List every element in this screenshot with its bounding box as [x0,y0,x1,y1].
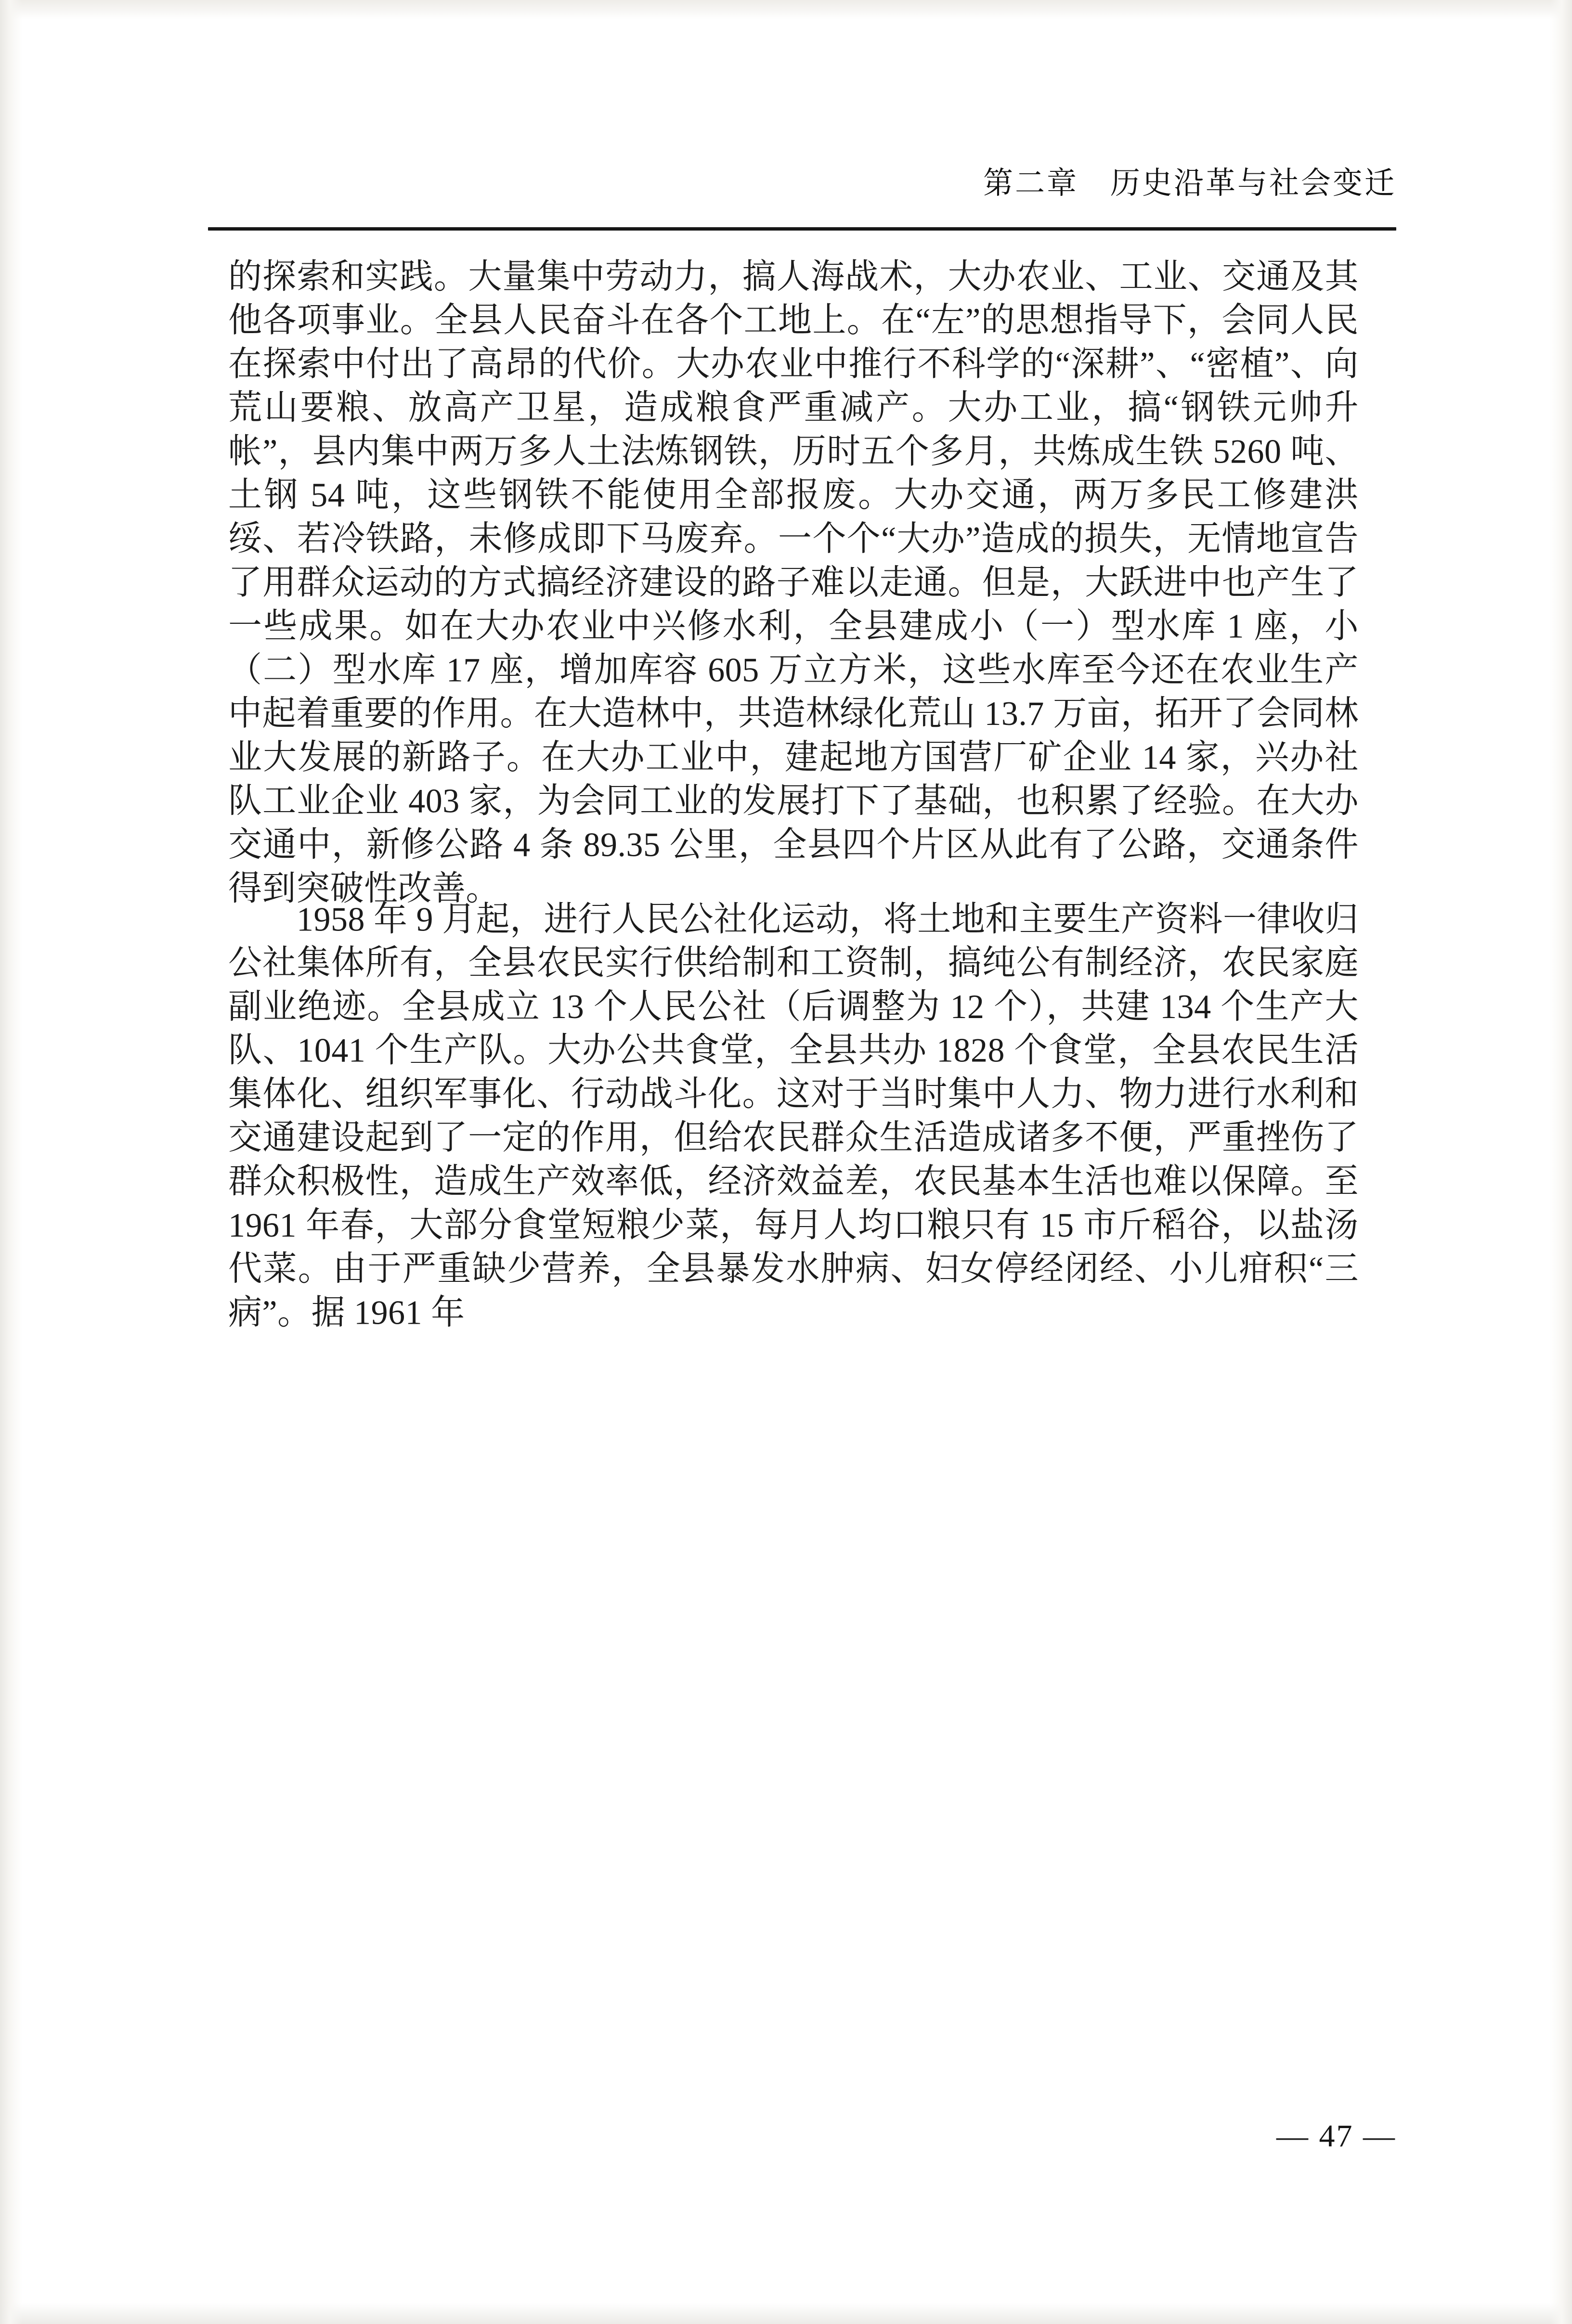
paragraph-great-leap-forward: 的探索和实践。大量集中劳动力，搞人海战术，大办农业、工业、交通及其他各项事业。全县人民奋斗在各个工地上。在“左”的思想指导下，会同人民在探索中付出了高昂的代价。大办农业中推行不科学的“深耕”、“密植”、向荒山要粮、放高产卫星，造成粮食严重减产。大办工业，搞“钢铁元帅升帐”，县内集中两万多人土法炼钢铁，历时五个多月，共炼成生铁 5260 吨、土钢 54 吨，这些钢铁不能使用全部报废。大办交通，两万多民工修建洪绥、若冷铁路，未修成即下马废弃。一个个“大办”造成的损失，无情地宣告了用群众运动的方式搞经济建设的路子难以走通。但是，大跃进中也产生了一些成果。如在大办农业中兴修水利，全县建成小（一）型水库 1 座，小（二）型水库 17 座，增加库容 605 万立方米，这些水库至今还在农业生产中起着重要的作用。在大造林中，共造林绿化荒山 13.7 万亩，拓开了会同林业大发展的新路子。在大办工业中，建起地方国营厂矿企业 14 家，兴办社队工业企业 403 家，为会同工业的发展打下了基础，也积累了经验。在大办交通中，新修公路 4 条 89.35 公里，全县四个片区从此有了公路，交通条件得到突破性改善。 [228,258,1359,908]
page-number-folio: — 47 — [1276,2118,1396,2154]
running-header-title: 第二章 历史沿革与社会变迁 [983,166,1396,201]
body-text-block [228,255,1359,1332]
header-divider-rule [208,227,1396,231]
paragraph-peoples-commune: 1958 年 9 月起，进行人民公社化运动，将土地和主要生产资料一律收归公社集体所有，全县农民实行供给制和工资制，搞纯公有制经济，农民家庭副业绝迹。全县成立 13 个人民公社（后调整为 12 个），共建 134 个生产大队、1041 个生产队。大办公共食堂，全县共办 1828 个食堂，全县农民生活集体化、组织军事化、行动战斗化。这对于当时集中人力、物力进行水利和交通建设起到了一定的作用，但给农民群众生活造成诸多不便，严重挫伤了群众积极性，造成生产效率低，经济效益差，农民基本生活也难以保障。至 1961 年春，大部分食堂短粮少菜，每月人均口粮只有 15 市斤稻谷，以盐汤代菜。由于严重缺少营养，全县暴发水肿病、妇女停经闭经、小儿疳积“三病”。据 1961 年 [228,901,1359,1332]
running-header [207,159,1396,202]
